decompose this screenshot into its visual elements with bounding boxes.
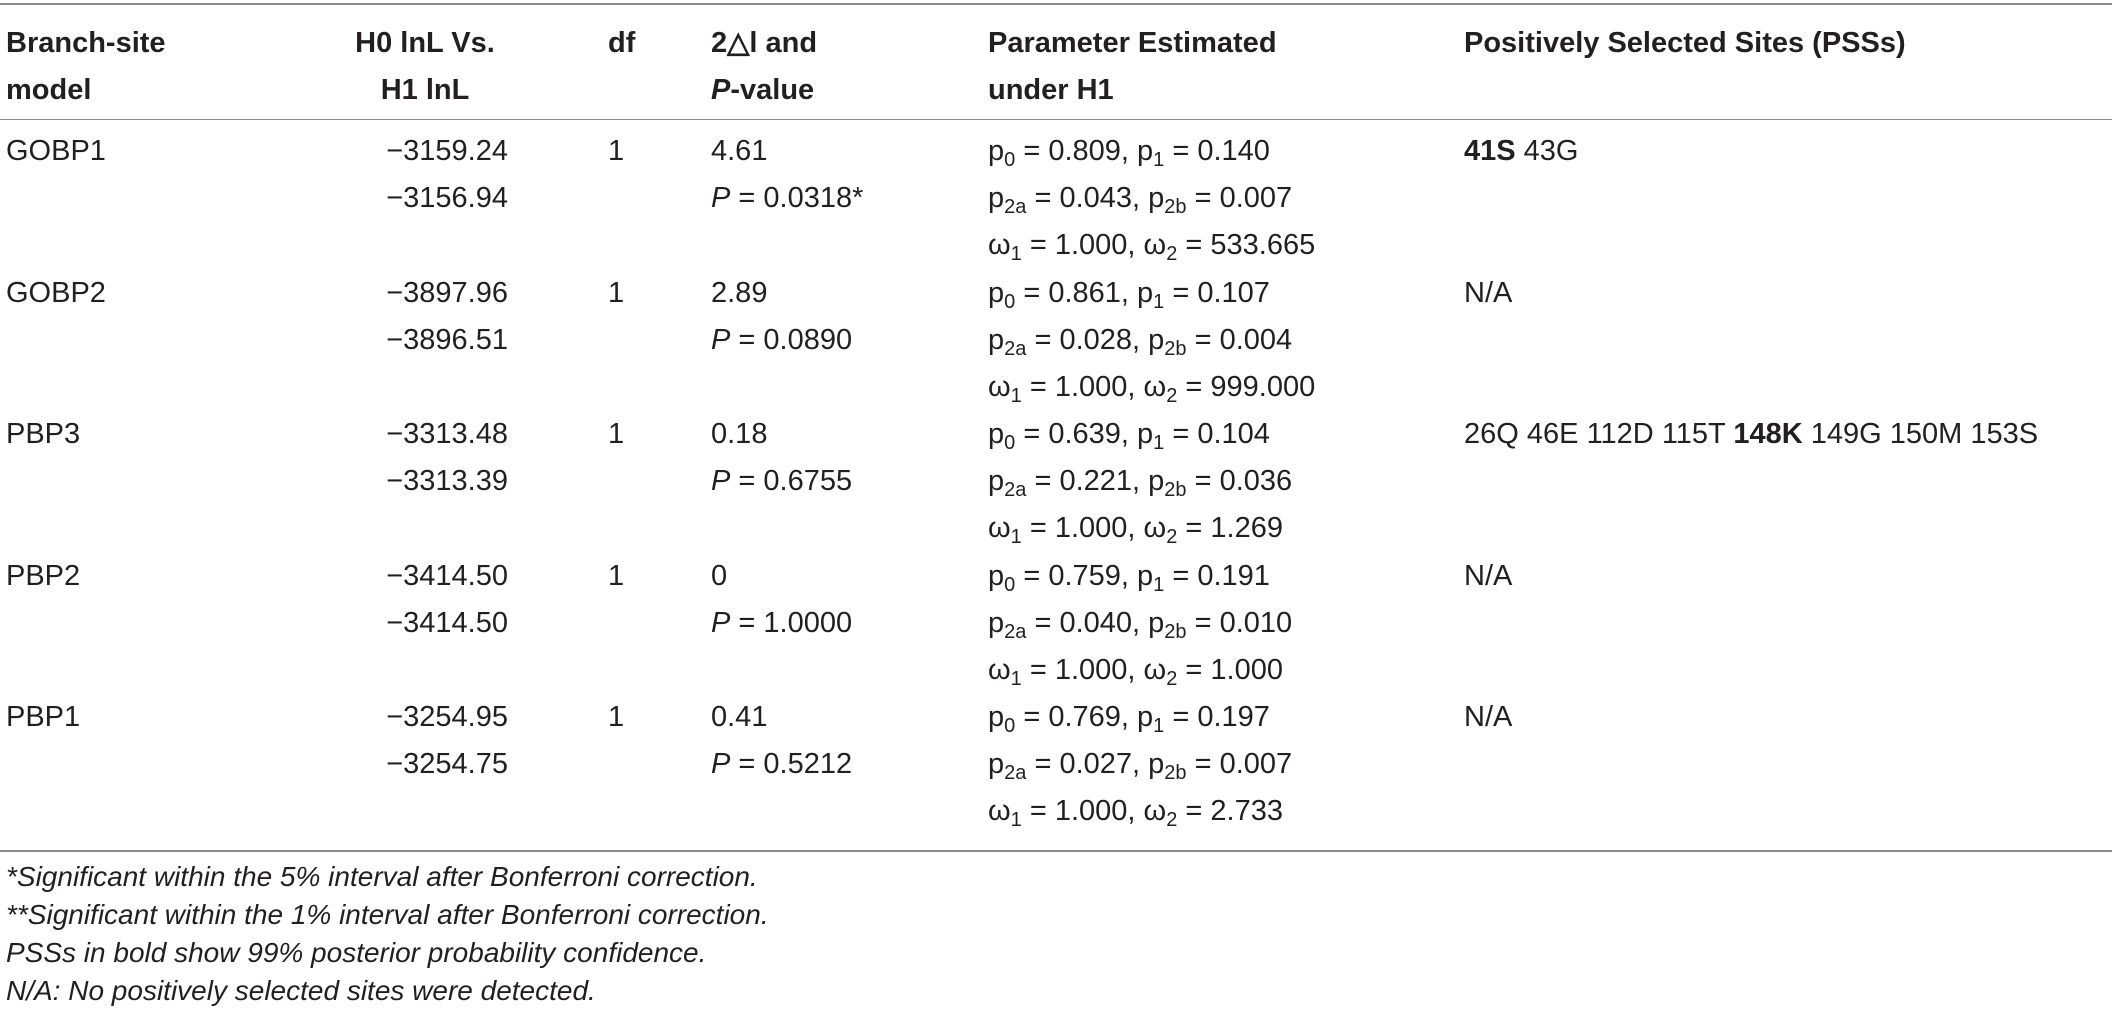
- row-model: PBP3: [6, 418, 81, 450]
- pss-site: N/A: [1464, 701, 1513, 733]
- row-pvalue: 4.61 P = 0.0318*: [711, 135, 864, 214]
- row-lnl: −3254.95 −3254.75: [386, 701, 508, 780]
- row-pss: [1464, 270, 1512, 317]
- header-pvalue: 2△l and P-value: [711, 27, 818, 106]
- row-pss: [1464, 553, 1512, 600]
- pss-site: 26Q: [1464, 418, 1519, 450]
- pss-site: 150M: [1889, 418, 1963, 450]
- header-pss: Positively Selected Sites (PSSs): [1464, 27, 1906, 59]
- row-parameters: $p_0 = 0.861$, $p_1 = 0.107$ $p_{2a} = 0.028$, $p_{2b} = 0.004$ $\omega_1 = 1.000$, $\omega_2 = 999.000$: [988, 277, 1316, 407]
- header-rule: [0, 119, 2112, 120]
- row-parameters: $p_0 = 0.759$, $p_1 = 0.191$ $p_{2a} = 0.040$, $p_{2b} = 0.010$ $\omega_1 = 1.000$, $\omega_2 = 1.000$: [988, 560, 1293, 690]
- row-parameters: $p_0 = 0.769$, $p_1 = 0.197$ $p_{2a} = 0.027$, $p_{2b} = 0.007$ $\omega_1 = 1.000$, $\omega_2 = 2.733$: [988, 701, 1293, 831]
- row-df: 1: [608, 135, 625, 167]
- pss-site: 41S: [1464, 135, 1516, 167]
- pss-site: N/A: [1464, 560, 1513, 592]
- pss-site: 46E: [1526, 418, 1579, 450]
- row-model: PBP1: [6, 701, 81, 733]
- header-lnl: H0 lnL Vs. H1 lnL: [355, 27, 495, 106]
- row-lnl: −3897.96 −3896.51: [386, 277, 508, 356]
- footnote: **Significant within the 1% interval after Bonferroni correction.: [6, 899, 769, 930]
- row-lnl: −3159.24 −3156.94: [386, 135, 508, 214]
- row-df: 1: [608, 418, 625, 450]
- row-parameters: $p_0 = 0.639$, $p_1 = 0.104$ $p_{2a} = 0.221$, $p_{2b} = 0.036$ $\omega_1 = 1.000$, $\omega_2 = 1.269$: [988, 418, 1293, 548]
- row-model: GOBP1: [6, 135, 106, 167]
- header-model: Branch-site model: [6, 27, 166, 106]
- row-pvalue: 0 P = 1.0000: [711, 560, 853, 639]
- row-pvalue: 2.89 P = 0.0890: [711, 277, 853, 356]
- row-pvalue: 0.41 P = 0.5212: [711, 701, 853, 780]
- pss-site: 112D: [1586, 418, 1654, 450]
- row-pss: [1464, 694, 1512, 741]
- pss-site: 149G: [1810, 418, 1882, 450]
- table-top-rule: [0, 3, 2112, 5]
- footnote: N/A: No positively selected sites were detected.: [6, 975, 596, 1006]
- row-model: PBP2: [6, 560, 81, 592]
- row-pvalue: 0.18 P = 0.6755: [711, 418, 853, 497]
- header-parameters: Parameter Estimated under H1: [988, 27, 1277, 106]
- row-df: 1: [608, 701, 625, 733]
- row-pss: [1464, 411, 2038, 458]
- pss-site: 153S: [1970, 418, 2039, 450]
- footnote: *Significant within the 5% interval after Bonferroni correction.: [6, 861, 758, 892]
- header-df: df: [608, 27, 636, 59]
- row-df: 1: [608, 277, 625, 309]
- pss-site: 43G: [1523, 135, 1579, 167]
- row-parameters: $p_0 = 0.809$, $p_1 = 0.140$ $p_{2a} = 0.043$, $p_{2b} = 0.007$ $\omega_1 = 1.000$, $\omega_2 = 533.665$: [988, 135, 1316, 265]
- pss-site: 115T: [1661, 418, 1726, 450]
- row-model: GOBP2: [6, 277, 106, 309]
- row-lnl: −3414.50 −3414.50: [386, 560, 508, 639]
- row-pss: [1464, 128, 1579, 175]
- row-lnl: −3313.48 −3313.39: [386, 418, 508, 497]
- pss-site: 148K: [1733, 418, 1803, 450]
- footnote: PSSs in bold show 99% posterior probability confidence.: [6, 937, 707, 968]
- pss-site: N/A: [1464, 277, 1513, 309]
- table-bottom-rule: [0, 850, 2112, 852]
- footnotes: [6, 858, 769, 1010]
- row-df: 1: [608, 560, 625, 592]
